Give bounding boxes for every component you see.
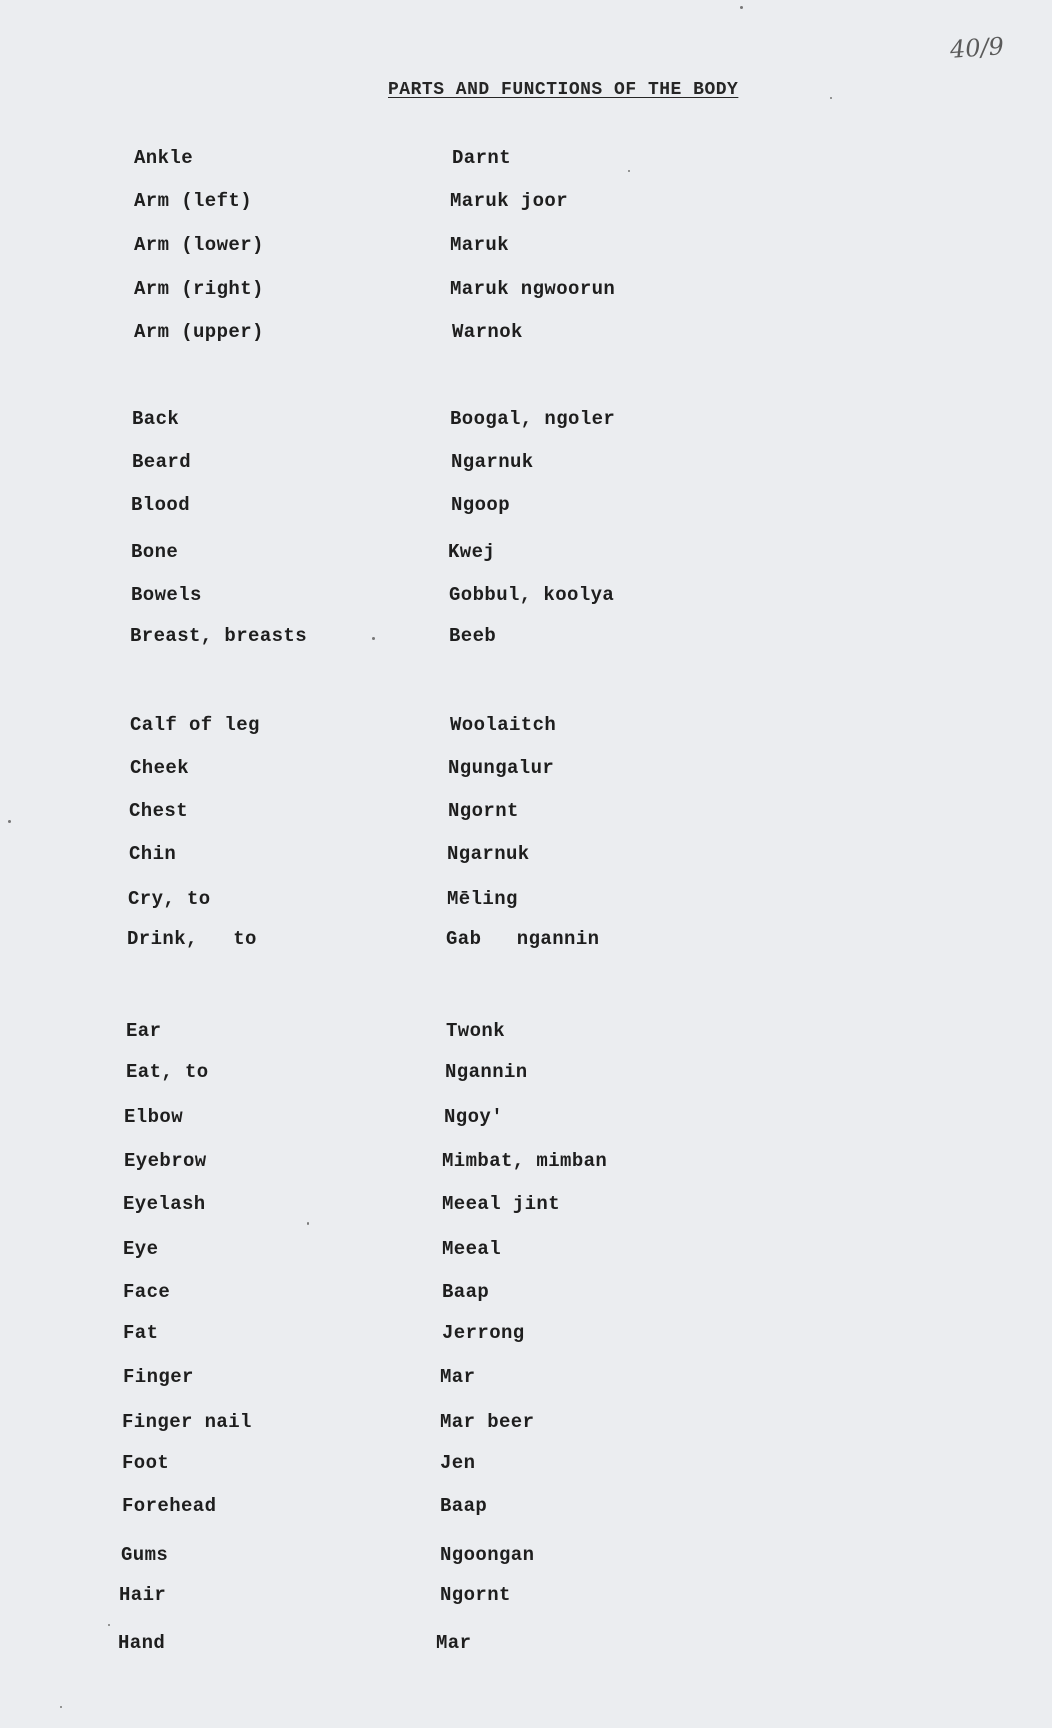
entry-native: Jerrong [442,1322,525,1344]
entry-english: Face [123,1281,171,1303]
entry-native: Gab ngannin [446,928,600,950]
entry-native: Ngarnuk [451,451,534,473]
entry-native: Maruk ngwoorun [450,278,616,300]
entry-native: Darnt [452,147,512,169]
entry-english: Bowels [131,584,202,606]
entry-english: Back [132,408,180,430]
entry-native: Beeb [449,625,497,647]
entry-native: Baap [440,1495,488,1517]
ink-speck [8,820,11,823]
entry-native: Mar beer [440,1411,535,1433]
page-number: 40/9 [949,32,1005,64]
entry-native: Maruk [450,234,510,256]
entry-native: Warnok [452,321,523,343]
entry-native: Mar [440,1366,476,1388]
entry-native: Baap [442,1281,490,1303]
entry-native: Ngoongan [440,1544,535,1566]
entry-english: Blood [131,494,191,516]
entry-english: Drink, to [127,928,257,950]
entry-native: Ngornt [440,1584,511,1606]
entry-english: Arm (lower) [134,234,264,256]
entry-native: Ngarnuk [447,843,530,865]
entry-native: Mēling [447,888,518,910]
entry-native: Meeal jint [442,1193,561,1215]
ink-speck [108,1624,110,1626]
entry-native: Kwej [448,541,496,563]
ink-speck [60,1706,62,1708]
entry-english: Chin [129,843,177,865]
page-title: PARTS AND FUNCTIONS OF THE BODY [388,80,739,100]
entry-english: Arm (left) [134,190,253,212]
ink-speck [307,1222,309,1225]
entry-english: Eat, to [126,1061,209,1083]
entry-native: Ngoy' [444,1106,504,1128]
entry-english: Chest [129,800,189,822]
entry-native: Mimbat, mimban [442,1150,608,1172]
entry-english: Cheek [130,757,190,779]
entry-native: Mar [436,1632,472,1654]
entry-native: Ngungalur [448,757,555,779]
entry-english: Fat [123,1322,159,1344]
ink-speck [372,637,375,640]
entry-native: Ngoop [451,494,511,516]
entry-english: Foot [122,1452,170,1474]
entry-english: Finger [123,1366,194,1388]
entry-native: Boogal, ngoler [450,408,616,430]
entry-native: Meeal [442,1238,502,1260]
entry-native: Ngannin [445,1061,528,1083]
entry-english: Ear [126,1020,162,1042]
entry-english: Bone [131,541,179,563]
entry-english: Ankle [134,147,194,169]
entry-english: Calf of leg [130,714,260,736]
entry-native: Ngornt [448,800,519,822]
entry-english: Eyebrow [124,1150,207,1172]
entry-english: Hair [119,1584,167,1606]
ink-speck [830,97,832,99]
entry-english: Eyelash [123,1193,206,1215]
entry-native: Gobbul, koolya [449,584,615,606]
entry-english: Hand [118,1632,166,1654]
ink-speck [628,170,630,172]
entry-english: Gums [121,1544,169,1566]
entry-english: Arm (upper) [134,321,264,343]
entry-english: Breast, breasts [130,625,308,647]
entry-english: Beard [132,451,192,473]
entry-english: Elbow [124,1106,184,1128]
entry-english: Finger nail [122,1411,252,1433]
entry-native: Jen [440,1452,476,1474]
entry-english: Eye [123,1238,159,1260]
entry-native: Maruk joor [450,190,569,212]
entry-native: Twonk [446,1020,506,1042]
ink-speck [740,6,743,9]
entry-english: Cry, to [128,888,211,910]
entry-english: Arm (right) [134,278,264,300]
entry-english: Forehead [122,1495,217,1517]
entry-native: Woolaitch [450,714,557,736]
